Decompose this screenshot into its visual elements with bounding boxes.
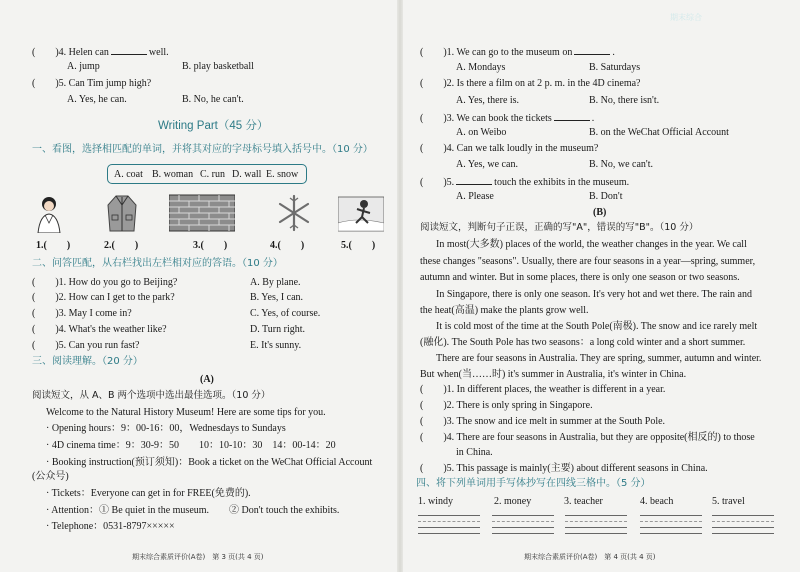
faded-stamp: 期末综合 [670, 13, 702, 22]
passage-line-4: In Singapore, there is only one season. It's very hot and wet there. The rain and [436, 289, 752, 300]
passage-line-7: (融化). The South Pole has two seasons：a long cold winter and a short summer. [420, 337, 746, 348]
listening-q5-b: B. No, he can't. [182, 94, 244, 105]
child-running-snow-icon [338, 193, 384, 233]
museum-cinema: · 4D cinema time：9：30-9：50 10：10-10：30 14：00-14：20 [46, 440, 336, 451]
copy-word-5: 5. travel [712, 496, 745, 507]
match-q1: ( )1. How do you go to Beijing? [32, 277, 178, 288]
passage-line-5: the heat(高温) make the plants grow well. [420, 305, 589, 316]
match-c: C. Yes, of course. [250, 308, 321, 319]
pic-label-3: 3.( ) [193, 240, 228, 251]
reading-q3-b: B. on the WeChat Official Account [589, 127, 729, 138]
word-a: A. coat [114, 169, 143, 180]
match-q2: ( )2. How can I get to the park? [32, 292, 175, 303]
reading-q2-b: B. No, there isn't. [589, 95, 660, 106]
word-c: C. run [200, 169, 225, 180]
passage-line-3: autumn and winter. But in some places, there is only one season or two seasons. [420, 272, 740, 283]
pic-label-4: 4.( ) [270, 240, 305, 251]
reading-q2: ( )2. Is there a film on at 2 p. m. in the 4D cinema? [420, 78, 641, 89]
copy-word-2: 2. money [494, 496, 532, 507]
wall-icon [169, 193, 235, 233]
reading-q1-a: A. Mondays [456, 62, 506, 73]
section-4-title: 四、将下列单词用手写体抄写在四线三格中。（5 分） [416, 478, 651, 489]
listening-q4-a: A. jump [67, 61, 100, 72]
reading-q3-a: A. on Weibo [456, 127, 507, 138]
pic-label-2: 2.( ) [104, 240, 139, 251]
museum-attention: · Attention：① Be quiet in the museum. ② Don't touch the exhibits. [46, 505, 340, 516]
coat-icon [106, 193, 138, 233]
reading-q5-a: A. Please [456, 191, 494, 202]
judge-q5: ( )5. This passage is mainly(主要) about different seasons in China. [420, 463, 708, 474]
match-q5: ( )5. Can you run fast? [32, 340, 140, 351]
judge-q1: ( )1. In different places, the weather is different in a year. [420, 384, 666, 395]
match-b: B. Yes, I can. [250, 292, 304, 303]
passage-line-9: But when(当……时) it's summer in Australia, it's winter in China. [420, 369, 687, 380]
listening-q5-a: A. Yes, he can. [67, 94, 127, 105]
section-3-title: 三、阅读理解。（20 分） [32, 356, 143, 367]
snowflake-icon [276, 193, 312, 233]
word-d: D. wall [232, 169, 262, 180]
listening-q4-b: B. play basketball [182, 61, 254, 72]
match-q3: ( )3. May I come in? [32, 308, 132, 319]
copy-word-4: 4. beach [640, 496, 674, 507]
passage-line-1: In most(大多数) places of the world, the weather changes in the year. We call [436, 239, 747, 250]
copy-word-1: 1. windy [418, 496, 453, 507]
match-e: E. It's sunny. [250, 340, 302, 351]
museum-booking: · Booking instruction(预订须知)：Book a ticket on the WeChat Official Account [46, 457, 373, 468]
reading-q4-a: A. Yes, we can. [456, 159, 518, 170]
reading-q5: ( )5. touch the exhibits in the museum. [420, 177, 630, 188]
writing-part-title: Writing Part（45 分） [158, 120, 269, 132]
pic-label-1: 1.( ) [36, 240, 71, 251]
handwriting-grid-1[interactable] [418, 510, 480, 534]
match-q4: ( )4. What's the weather like? [32, 324, 167, 335]
reading-a-instructions: 阅读短文，从 A、B 两个选项中选出最佳选项。（10 分） [32, 390, 271, 401]
word-b: B. woman [152, 169, 194, 180]
judge-q4: ( )4. There are four seasons in Australia, but they are opposite(相反的) to those [420, 432, 755, 443]
judge-q2: ( )2. There is only spring in Singapore. [420, 400, 593, 411]
museum-booking-cont: (公众号) [32, 471, 69, 482]
section-2-title: 二、问答匹配，从右栏找出左栏相对应的答语。（10 分） [32, 258, 283, 269]
passage-line-6: It is cold most of the time at the South Pole(南极). The snow and ice rarely melt [436, 321, 758, 332]
reading-q2-a: A. Yes, there is. [456, 95, 520, 106]
match-a: A. By plane. [250, 277, 301, 288]
museum-welcome: Welcome to the Natural History Museum! Here are some tips for you. [46, 407, 326, 418]
reading-q3: ( )3. We can book the tickets . [420, 113, 595, 124]
woman-icon [34, 193, 64, 233]
reading-q4-b: B. No, we can't. [589, 159, 654, 170]
handwriting-grid-5[interactable] [712, 510, 774, 534]
word-bank [107, 164, 307, 184]
passage-line-2: these changes "seasons". Usually, there are four seasons in a year—spring, summer, [420, 256, 756, 267]
reading-q1-b: B. Saturdays [589, 62, 641, 73]
handwriting-grid-4[interactable] [640, 510, 702, 534]
reading-q4: ( )4. Can we talk loudly in the museum? [420, 143, 599, 154]
copy-word-3: 3. teacher [564, 496, 603, 507]
passage-line-8: There are four seasons in Australia. They are spring, summer, autumn and winter. [436, 353, 762, 364]
footer-page-4: 期末综合素质评价(A卷) 第 4 页(共 4 页) [524, 553, 656, 561]
museum-tickets: · Tickets：Everyone can get in for FREE(免费的). [46, 488, 251, 499]
judge-q3: ( )3. The snow and ice melt in summer at the South Pole. [420, 416, 666, 427]
reading-q5-b: B. Don't [589, 191, 623, 202]
match-d: D. Turn right. [250, 324, 306, 335]
handwriting-grid-2[interactable] [492, 510, 554, 534]
handwriting-grid-3[interactable] [565, 510, 627, 534]
part-b-title: (B) [593, 207, 607, 218]
judge-q4-cont: in China. [456, 447, 493, 458]
listening-q4: ( )4. Helen can well. [32, 47, 169, 58]
section-1-title: 一、看图，选择相匹配的单词，并将其对应的字母标号填入括号中。（10 分） [32, 144, 373, 155]
pic-label-5: 5.( ) [341, 240, 376, 251]
word-e: E. snow [266, 169, 299, 180]
page-4 [400, 0, 800, 572]
listening-q5: ( )5. Can Tim jump high? [32, 78, 152, 89]
museum-hours: · Opening hours：9：00-16：00，Wednesdays to Sundays [46, 423, 286, 434]
museum-telephone: · Telephone：0531-8797××××× [46, 521, 175, 532]
part-a-title: (A) [200, 374, 214, 385]
reading-b-instructions: 阅读短文，判断句子正误，正确的写"A"，错误的写"B"。（10 分） [420, 222, 699, 233]
reading-q1: ( )1. We can go to the museum on . [420, 47, 615, 58]
footer-page-3: 期末综合素质评价(A卷) 第 3 页(共 4 页) [132, 553, 264, 561]
